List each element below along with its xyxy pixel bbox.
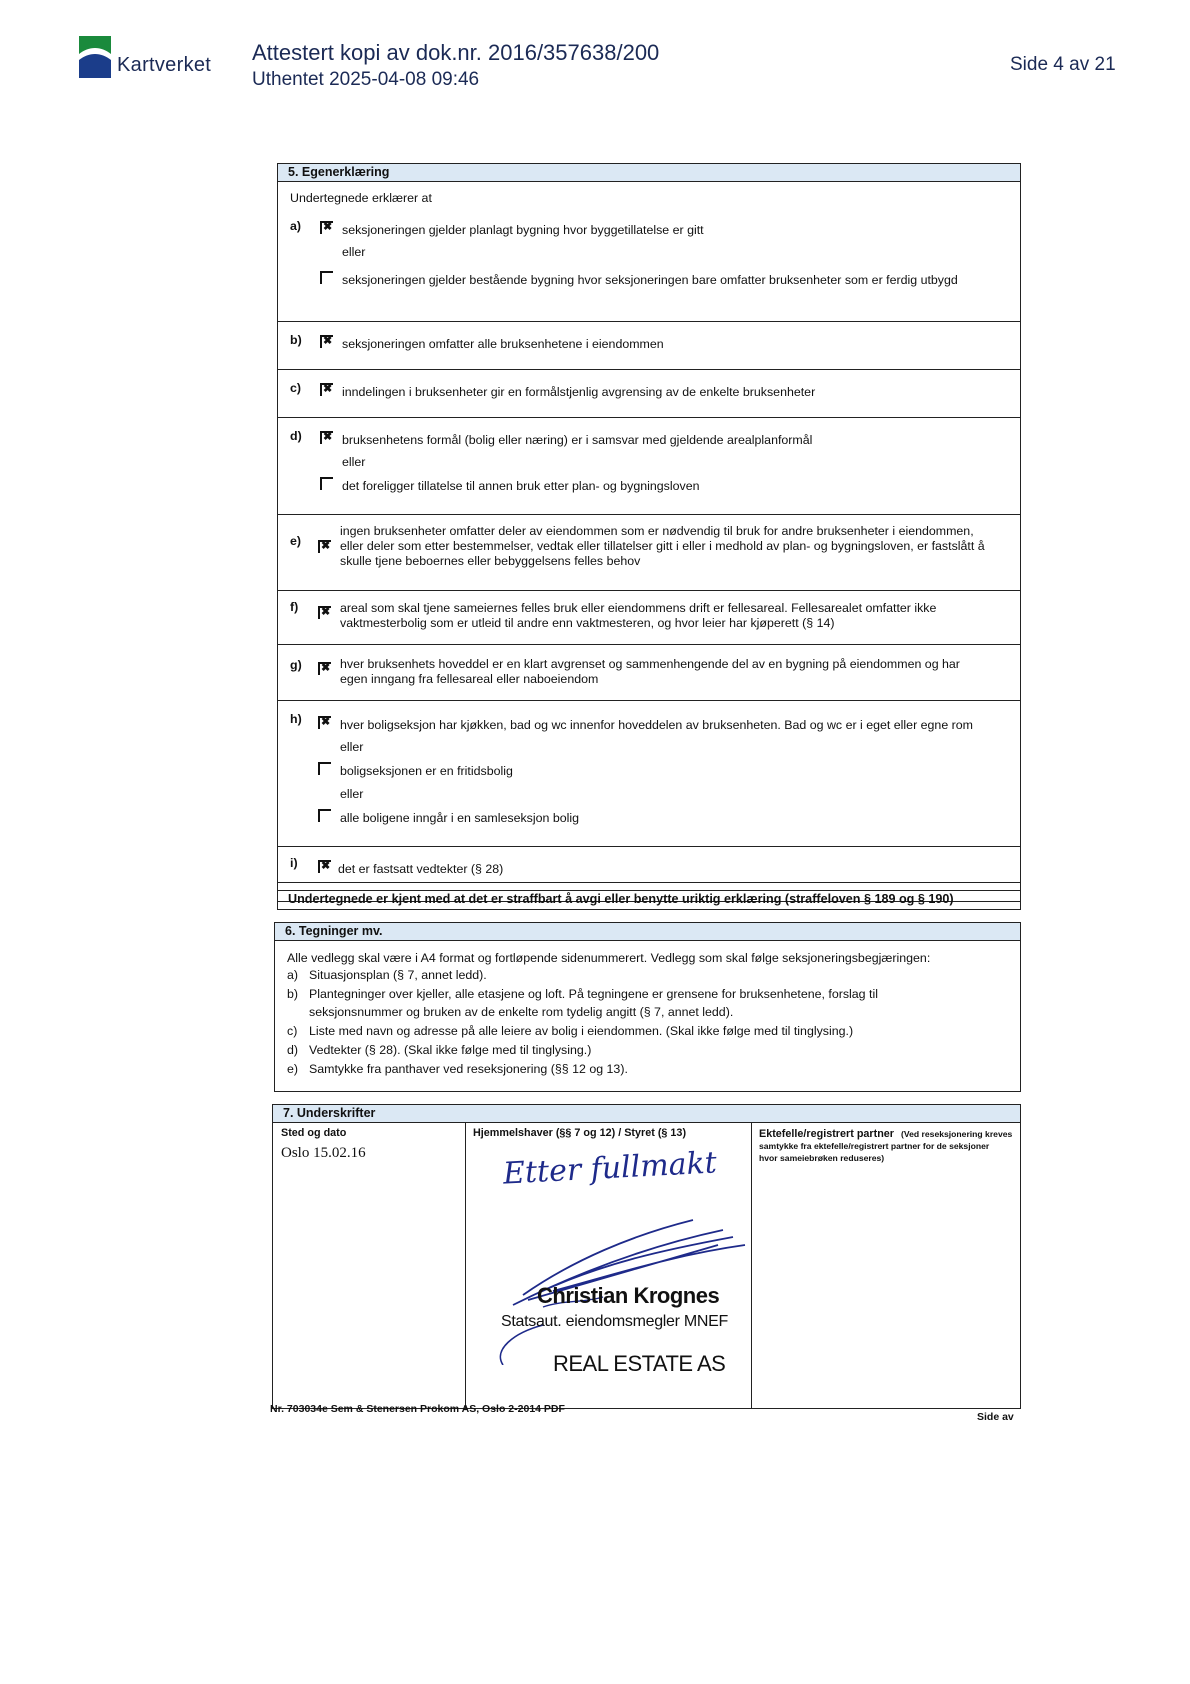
section-5-title: 5. Egenerklæring — [288, 165, 390, 179]
attachment-text: Liste med navn og adresse på alle leiere av bolig i eiendommen. (Skal ikke følge med til tinglysing.) — [309, 1024, 854, 1038]
section-5-warning: Undertegnede er kjent med at det er straffbart å avgi eller benytte uriktig erklæring (straffeloven § 189 og § 190) — [288, 892, 954, 906]
item-b-label: b) — [290, 333, 302, 347]
item-c-checkbox[interactable] — [320, 383, 333, 396]
item-b-checkbox[interactable] — [320, 335, 333, 348]
item-c — [278, 369, 1020, 418]
item-f-line2: vaktmesterbolig som er utleid til andre enn vaktmesteren, og hvor leier har kjøperett (§ 14) — [340, 616, 835, 630]
item-i-text: det er fastsatt vedtekter (§ 28) — [338, 862, 504, 876]
owner-label: Hjemmelshaver (§§ 7 og 12) / Styret (§ 13) — [473, 1127, 687, 1139]
handwritten-etter-fullmakt: Etter fullmakt — [502, 1145, 718, 1192]
attachment-text: Plantegninger over kjeller, alle etasjene og loft. På tegningene er grensene for bruksenhetene, forslag til — [309, 987, 878, 1001]
attachment-label: c) — [287, 1024, 298, 1038]
item-h-opt2-checkbox[interactable] — [318, 762, 331, 775]
spouse-note-1: (Ved reseksjonering kreves — [901, 1129, 1013, 1139]
item-d-label: d) — [290, 429, 302, 443]
item-a-opt1-checkbox[interactable] — [320, 221, 333, 234]
item-g-checkbox[interactable] — [318, 662, 331, 675]
attachment-text: Samtykke fra panthaver ved reseksjonering (§§ 12 og 13). — [309, 1062, 628, 1076]
section-5-egenerklaering — [277, 163, 1021, 902]
item-g — [278, 644, 1020, 701]
spouse-note-2: samtykke fra ektefelle/registrert partner for de seksjoner — [759, 1141, 990, 1151]
item-f-line1: areal som skal tjene sameiernes felles bruk eller eiendommens drift er fellesareal. Fellesarealet omfatter ikke — [340, 601, 937, 615]
kartverket-logo-icon — [79, 36, 111, 78]
item-h-opt2-text: boligseksjonen er en fritidsbolig — [340, 764, 513, 778]
item-d — [278, 417, 1020, 515]
item-h-opt1-text: hver boligseksjon har kjøkken, bad og wc innenfor hoveddelen av bruksenheten. Bad og wc er i eget eller egne rom — [340, 718, 973, 732]
item-h-label: h) — [290, 712, 302, 726]
item-i-label: i) — [290, 856, 298, 870]
item-g-label: g) — [290, 658, 302, 672]
item-a-opt1-text: seksjoneringen gjelder planlagt bygning hvor byggetillatelse er gitt — [342, 223, 704, 237]
item-e-line1: ingen bruksenheter omfatter deler av eiendommen som er nødvendig til bruk for andre bruksenheter i eiendommen, — [340, 524, 974, 538]
item-b-text: seksjoneringen omfatter alle bruksenhetene i eiendommen — [342, 337, 664, 351]
item-h — [278, 700, 1020, 847]
section-7-header — [273, 1105, 1020, 1123]
item-h-or1: eller — [340, 740, 364, 754]
item-a-opt2-text: seksjoneringen gjelder bestående bygning hvor seksjoneringen bare omfatter bruksenheter som er ferdig utbygd — [342, 273, 958, 287]
section-6-tegninger — [274, 922, 1021, 1092]
item-h-opt1-checkbox[interactable] — [318, 716, 331, 729]
item-d-opt2-checkbox[interactable] — [320, 477, 333, 490]
item-f-checkbox[interactable] — [318, 606, 331, 619]
item-d-or: eller — [342, 455, 366, 469]
item-c-label: c) — [290, 381, 302, 395]
item-i-checkbox[interactable] — [318, 860, 331, 873]
attachment-label: e) — [287, 1062, 299, 1076]
place-date-value: Oslo 15.02.16 — [281, 1145, 366, 1161]
stamp-title: Statsaut. eiendomsmegler MNEF — [501, 1313, 728, 1330]
section-6-title: 6. Tegninger mv. — [285, 924, 383, 938]
item-b — [278, 321, 1020, 370]
item-c-text: inndelingen i bruksenheter gir en formålstjenlig avgrensing av de enkelte bruksenheter — [342, 385, 816, 399]
section-6-header — [275, 923, 1020, 941]
item-a — [278, 181, 1020, 322]
section-7-title: 7. Underskrifter — [283, 1106, 376, 1120]
item-e-checkbox[interactable] — [318, 540, 331, 553]
item-e — [278, 514, 1020, 591]
attachment-label: a) — [287, 968, 299, 982]
item-h-or2: eller — [340, 787, 364, 801]
document-title: Attestert kopi av dok.nr. 2016/357638/200 — [252, 40, 660, 65]
column-divider — [465, 1122, 466, 1408]
section-6-intro: Alle vedlegg skal være i A4 format og fortløpende sidenummerert. Vedlegg som skal følge seksjoneringsbegjæringen: — [287, 951, 931, 965]
item-e-line2: eller deler som etter bestemmelser, vedtak eller tillatelser gitt i eller i medhold av plan- og bygningsloven, er fastslått å — [340, 539, 985, 553]
item-f-label: f) — [290, 600, 299, 614]
item-e-line3: skulle tjene beboernes eller bebyggelsens felles behov — [340, 554, 641, 568]
form-page: Side av — [977, 1411, 1014, 1423]
warning-box — [277, 882, 1021, 910]
item-a-opt2-checkbox[interactable] — [320, 271, 333, 284]
item-e-label: e) — [290, 534, 302, 548]
spouse-note-3: hvor sameiebrøken reduseres) — [759, 1153, 885, 1163]
attachment-text: Vedtekter (§ 28). (Skal ikke følge med til tinglysing.) — [309, 1043, 592, 1057]
attachment-label: b) — [287, 987, 299, 1001]
item-h-opt3-text: alle boligene inngår i en samleseksjon bolig — [340, 811, 580, 825]
item-a-label: a) — [290, 219, 302, 233]
page-indicator: Side 4 av 21 — [1010, 54, 1116, 75]
attachment-label: d) — [287, 1043, 299, 1057]
stamp-company: REAL ESTATE AS — [553, 1351, 726, 1376]
stamp-name: Christian Krognes — [537, 1283, 720, 1308]
item-d-opt1-checkbox[interactable] — [320, 431, 333, 444]
fetched-timestamp: Uthentet 2025-04-08 09:46 — [252, 69, 480, 90]
section-5-header — [278, 164, 1020, 182]
section-7-underskrifter — [272, 1104, 1021, 1409]
spouse-label: Ektefelle/registrert partner — [759, 1128, 895, 1140]
intro-text: Undertegnede erklærer at — [290, 191, 432, 205]
item-g-line2: egen inngang fra fellesareal eller naboeiendom — [340, 672, 599, 686]
item-a-or: eller — [342, 245, 366, 259]
item-d-opt2-text: det foreligger tillatelse til annen bruk etter plan- og bygningsloven — [342, 479, 700, 493]
item-d-opt1-text: bruksenhetens formål (bolig eller næring) er i samsvar med gjeldende arealplanformål — [342, 433, 813, 447]
item-h-opt3-checkbox[interactable] — [318, 809, 331, 822]
place-date-label: Sted og dato — [281, 1127, 347, 1139]
brand-name: Kartverket — [117, 54, 212, 76]
form-number: Nr. 703034e Sem & Stenersen Prokom AS, Oslo 2-2014 PDF — [270, 1403, 565, 1415]
item-g-line1: hver bruksenhets hoveddel er en klart avgrenset og sammenhengende del av en bygning på eiendommen og har — [340, 657, 960, 671]
attachment-text: Situasjonsplan (§ 7, annet ledd). — [309, 968, 487, 982]
item-f — [278, 590, 1020, 645]
attachment-text: seksjonsnummer og bruken av de enkelte rom tydelig angitt (§ 7, annet ledd). — [309, 1005, 734, 1019]
